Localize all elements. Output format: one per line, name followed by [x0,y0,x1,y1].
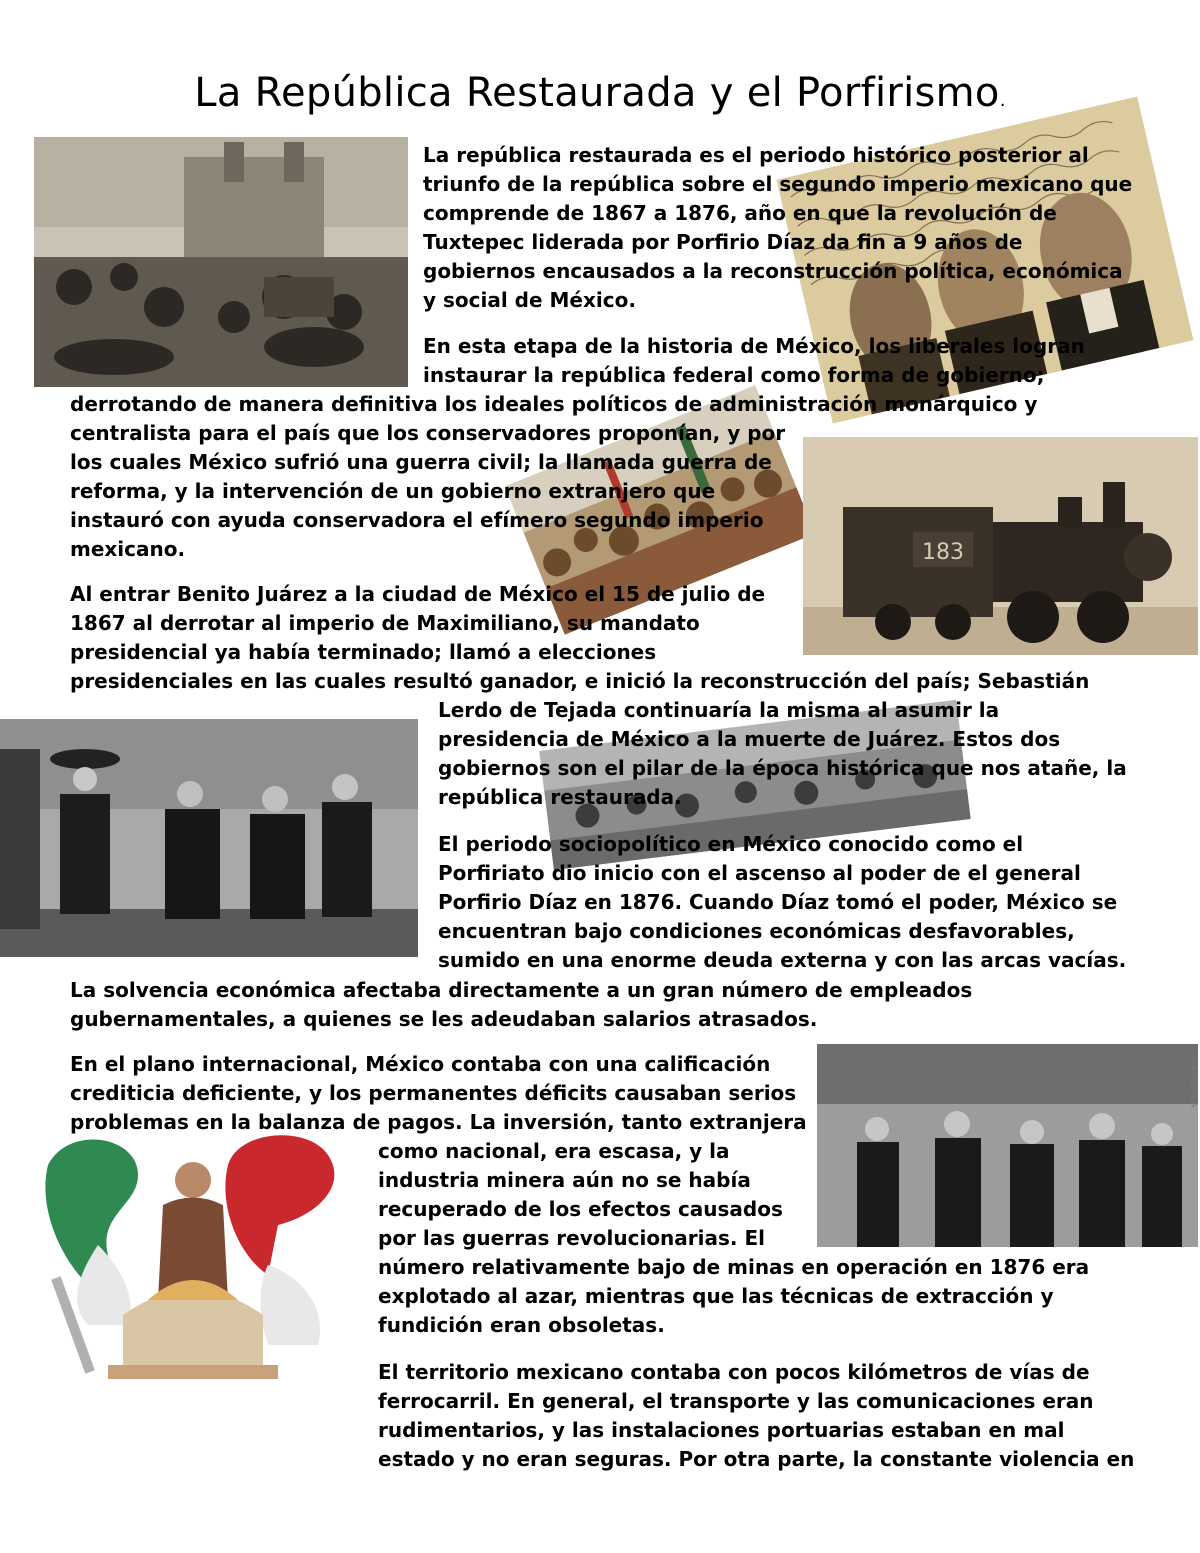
body-line-14: mexicano. [70,537,186,561]
body-line-36: por las guerras revolucionarias. El [378,1226,765,1250]
body-line-6: y social de México. [423,288,636,312]
body-line-15: Al entrar Benito Juárez a la ciudad de México el 15 de julio de [70,582,766,606]
locomotive-image [803,437,1198,655]
walking-group-photo [817,1044,1198,1247]
body-line-21: gobiernos son el pilar de la época histórica que nos atañe, la [438,756,1127,780]
body-line-20: presidencia de México a la muerte de Juárez. Estos dos [438,727,1061,751]
page-title-period: . [999,90,1006,111]
body-line-34: industria minera aún no se había [378,1168,751,1192]
body-line-12: reforma, y la intervención de un gobierno extranjero que [70,479,716,503]
body-line-19: Lerdo de Tejada continuaría la misma al asumir la [438,698,1000,722]
body-line-7: En esta etapa de la historia de México, los liberales logran [423,334,1085,358]
body-line-37: número relativamente bajo de minas en operación en 1876 era [378,1255,1090,1279]
body-line-18: presidenciales en las cuales resultó ganador, e inició la reconstrucción del país; Sebastián [70,669,1090,693]
body-line-42: rudimentarios, y las instalaciones portuarias estaban en mal [378,1418,1065,1442]
body-line-32: problemas en la balanza de pagos. La inversión, tanto extranjera [70,1110,807,1134]
body-line-8: instaurar la república federal como forma de gobierno; [423,363,1045,387]
body-line-9: derrotando de manera definitiva los ideales políticos de administración monárquico y [70,392,1038,416]
body-line-2: triunfo de la república sobre el segundo imperio mexicano que [423,172,1133,196]
body-line-24: Porfiriato dio inicio con el ascenso al poder de el general [438,861,1081,885]
body-line-27: sumido en una enorme deuda externa y con las arcas vacías. [438,948,1127,972]
body-line-31: crediticia deficiente, y los permanentes déficits causaban serios [70,1081,797,1105]
body-line-1: La república restaurada es el periodo histórico posterior al [423,143,1089,167]
body-line-35: recuperado de los efectos causados [378,1197,783,1221]
flag-illustration-image [28,1125,358,1385]
body-line-23: El periodo sociopolítico en México conocido como el [438,832,1024,856]
body-line-4: Tuxtepec liderada por Porfirio Díaz da fin a 9 años de [423,230,1023,254]
body-line-17: presidencial ya había terminado; llamó a elecciones [70,640,657,664]
body-line-39: fundición eran obsoletas. [378,1313,665,1337]
body-line-38: explotado al azar, mientras que las técnicas de extracción y [378,1284,1054,1308]
page-title [0,70,1200,116]
svg-text:183: 183 [922,540,964,565]
body-line-30: En el plano internacional, México contaba con una calificación [70,1052,771,1076]
body-line-40: El territorio mexicano contaba con pocos kilómetros de vías de [378,1360,1090,1384]
body-line-25: Porfirio Díaz en 1876. Cuando Díaz tomó el poder, México se [438,890,1118,914]
body-line-26: encuentran bajo condiciones económicas desfavorables, [438,919,1075,943]
body-line-16: 1867 al derrotar al imperio de Maximiliano, su mandato [70,611,700,635]
body-line-22: república restaurada. [438,785,682,809]
body-line-5: gobiernos encausados a la reconstrucción política, económica [423,259,1123,283]
body-line-11: los cuales México sufrió una guerra civil; la llamada guerra de [70,450,772,474]
battle-engraving-image [34,137,408,387]
photo-signature: GASASOLA [1188,1058,1198,1108]
body-line-13: instauró con ayuda conservadora el efímero segundo imperio [70,508,764,532]
body-line-43: estado y no eran seguras. Por otra parte, la constante violencia en [378,1447,1135,1471]
body-line-29: gubernamentales, a quienes se les adeudaban salarios atrasados. [70,1007,818,1031]
body-line-41: ferrocarril. En general, el transporte y las comunicaciones eran [378,1389,1094,1413]
page-title-text: La República Restaurada y el Porfirismo [194,70,1000,116]
body-line-33: como nacional, era escasa, y la [378,1139,730,1163]
seated-group-photo [0,719,418,957]
body-line-3: comprende de 1867 a 1876, año en que la revolución de [423,201,1057,225]
body-line-28: La solvencia económica afectaba directamente a un gran número de empleados [70,978,973,1002]
body-line-10: centralista para el país que los conservadores proponían, y por [70,421,786,445]
